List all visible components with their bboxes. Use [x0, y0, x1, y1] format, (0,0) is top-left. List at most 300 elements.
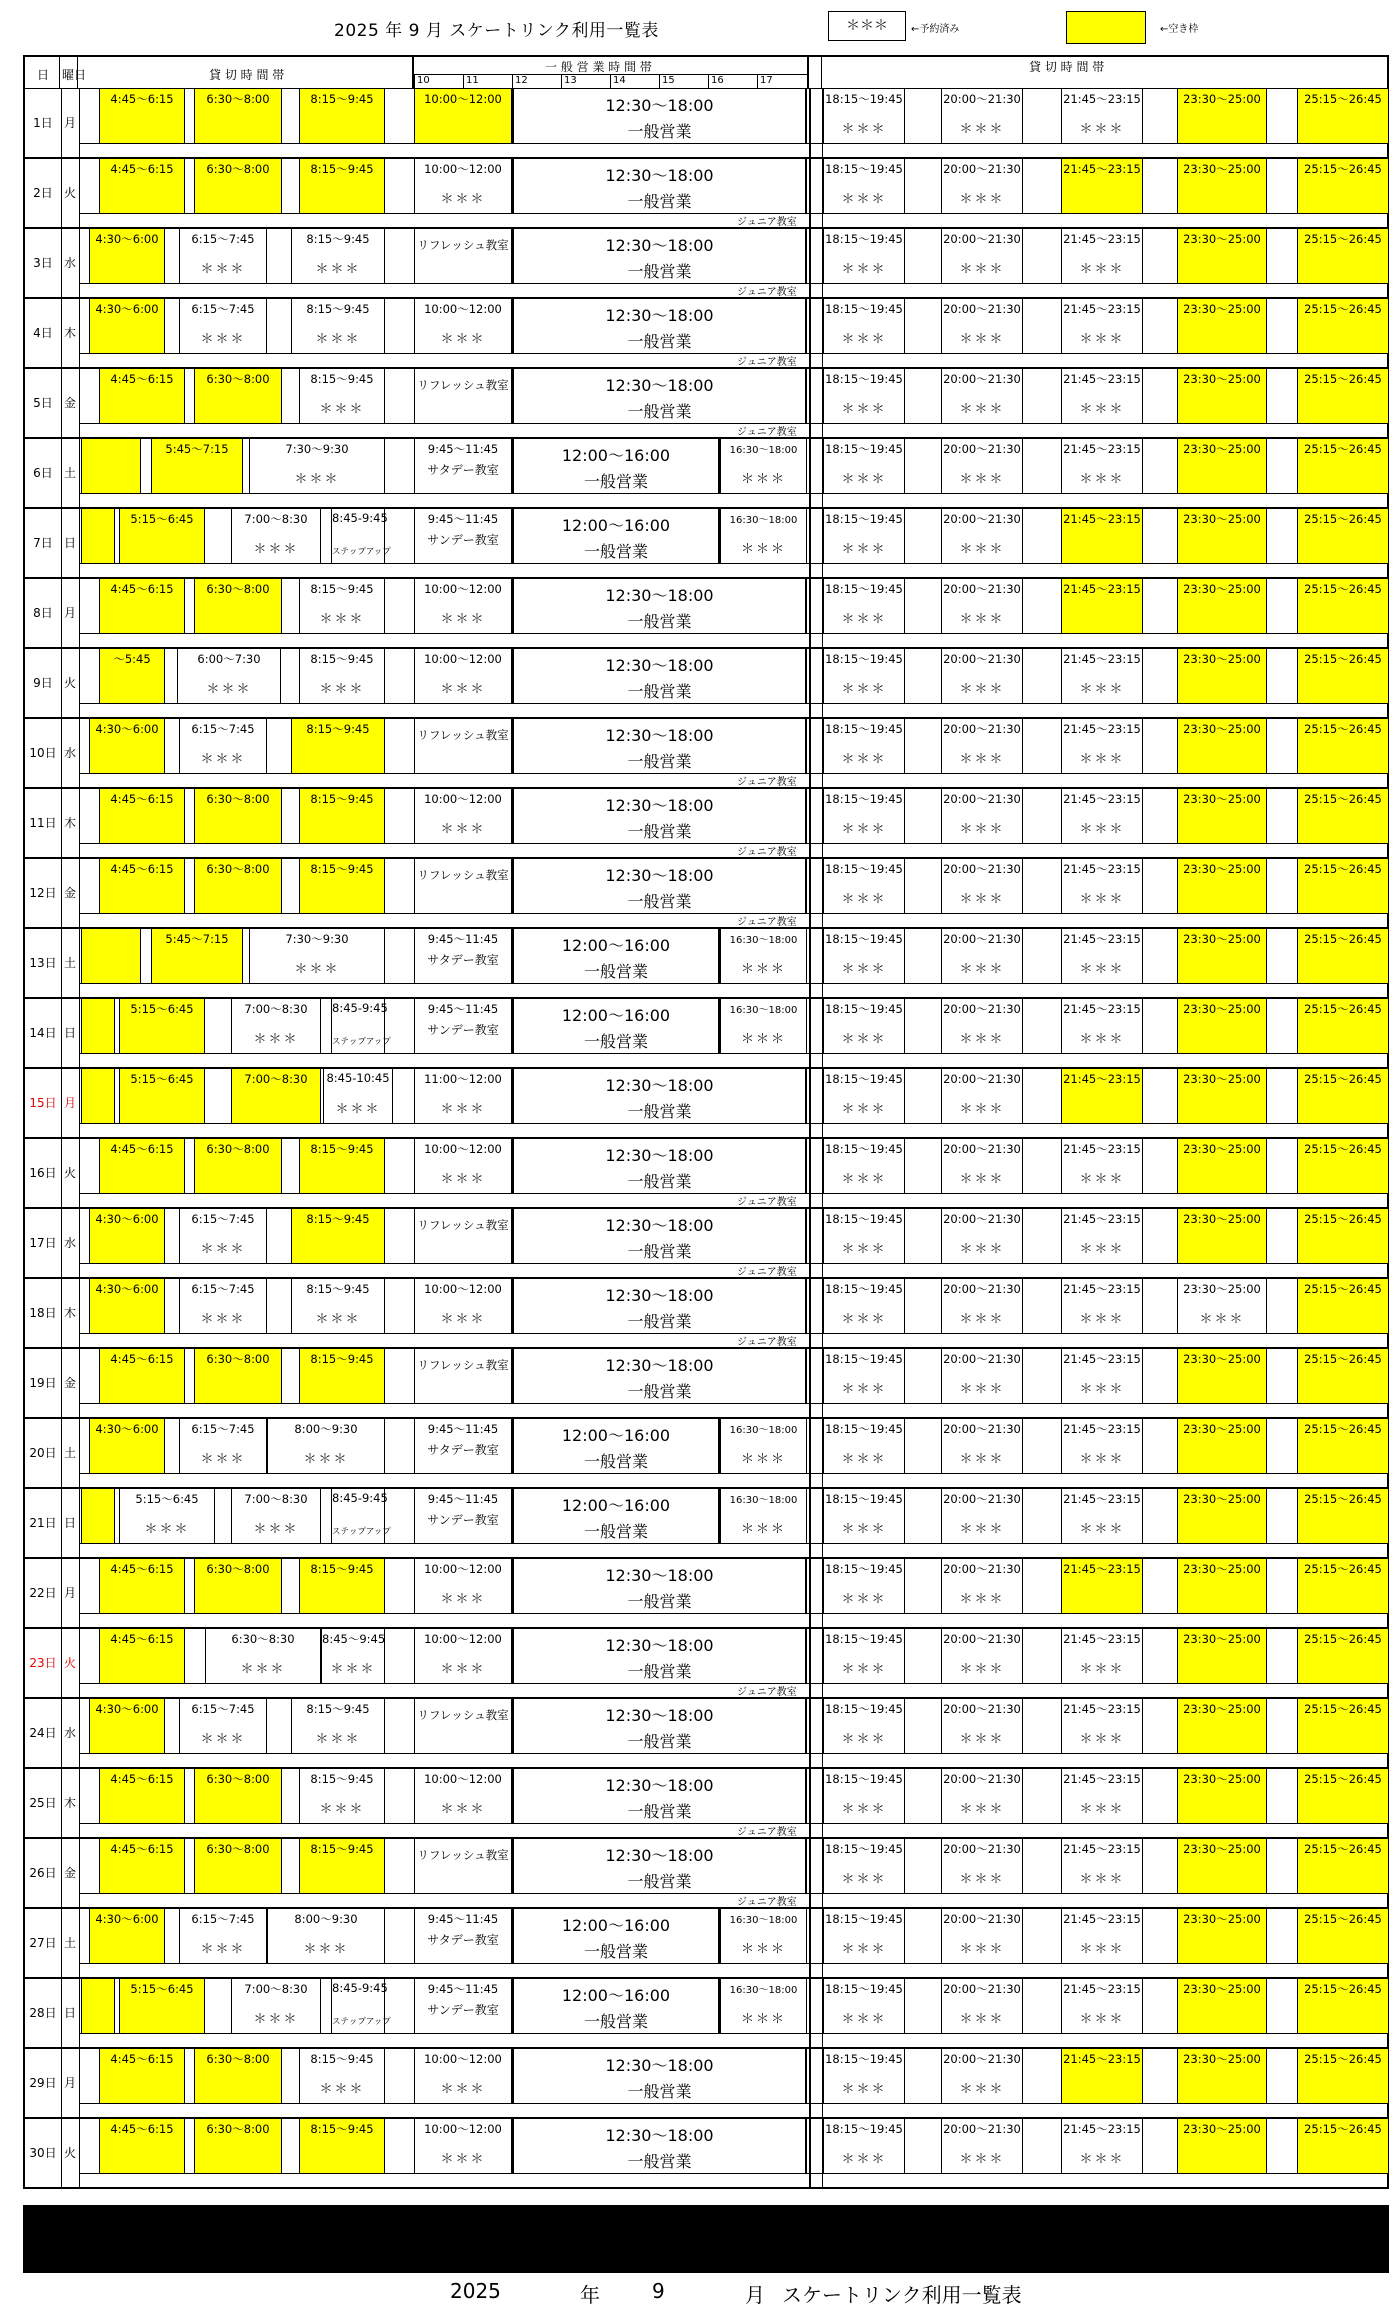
slot-time: 10:00～12:00 [424, 792, 502, 806]
general-session [512, 299, 807, 353]
rental-slot [941, 1139, 1023, 1193]
general-session [512, 229, 807, 283]
rental-slot [1297, 1489, 1389, 1543]
booked-mark: ＊＊＊ [319, 2082, 365, 2097]
slot-time: 18:15～19:45 [825, 1492, 903, 1506]
rental-slot [1177, 2119, 1267, 2173]
rental-slot [1061, 1489, 1143, 1543]
general-time: 12:30～18:00 [605, 376, 714, 395]
rental-slot [1297, 789, 1389, 843]
booked-mark: ＊＊＊ [959, 892, 1005, 907]
booked-mark: ＊＊＊ [841, 892, 887, 907]
booked-mark: ＊＊＊ [841, 2082, 887, 2097]
booked-mark: ＊＊＊ [740, 1032, 786, 1047]
general-label: 一般営業 [627, 1872, 692, 1891]
rental-slot [89, 1209, 165, 1263]
booked-mark: ＊＊＊ [959, 332, 1005, 347]
booked-mark: ＊＊＊ [841, 612, 887, 627]
slot-time: 18:15～19:45 [825, 2122, 903, 2136]
booked-mark: ＊＊＊ [740, 1452, 786, 1467]
rental-slot [941, 1489, 1023, 1543]
general-session [512, 579, 807, 633]
junior-class-note [25, 353, 1387, 366]
general-time: 12:00～16:00 [561, 1916, 671, 1935]
booked-mark: ＊＊＊ [1079, 1872, 1125, 1887]
slot-time: 7:30～9:30 [285, 442, 349, 456]
rental-slot [823, 2119, 905, 2173]
day-row [23, 1069, 1389, 1139]
slot-time: 8:15～9:45 [310, 372, 374, 386]
slot-time: 4:45～6:15 [110, 2122, 174, 2136]
general-session [512, 1209, 807, 1263]
rental-slot [1061, 579, 1143, 633]
slot-time: 8:15～9:45 [310, 92, 374, 106]
slot-time: 10:00～12:00 [424, 652, 502, 666]
schedule-rows [23, 89, 1389, 2189]
booked-mark: ＊＊＊ [1079, 1242, 1125, 1257]
booked-mark: ＊＊＊ [959, 122, 1005, 137]
slot-time: 25:15～26:45 [1304, 1492, 1382, 1506]
row-divider [79, 1053, 1387, 1054]
slot-time: 10:00～12:00 [424, 1282, 502, 1296]
day-row [23, 999, 1389, 1069]
slot-time: 21:45～23:15 [1063, 2052, 1141, 2066]
rental-slot [1061, 719, 1143, 773]
slot-note: ステップアップ [332, 2017, 391, 2027]
rental-slot [331, 999, 391, 1053]
booked-mark: ＊＊＊ [841, 682, 887, 697]
slot-time: 23:30～25:00 [1183, 862, 1261, 876]
day-row [23, 2119, 1389, 2189]
column-separator [809, 1909, 823, 1977]
class-label: リフレッシュ教室 [417, 728, 509, 742]
rental-slot [823, 1279, 905, 1333]
slot-time: 21:45～23:15 [1063, 1842, 1141, 1856]
slot-note: ステップアップ [332, 1527, 391, 1537]
rental-slot [267, 1419, 385, 1473]
booked-mark: ＊＊＊ [315, 1732, 361, 1747]
morning-slot [414, 789, 512, 843]
general-time: 12:30～18:00 [605, 1846, 714, 1865]
junior-class-label: ジュニア教室 [737, 287, 797, 298]
general-label: 一般営業 [627, 892, 692, 911]
leading-slot [81, 1489, 115, 1543]
slot-time: 18:15～19:45 [825, 722, 903, 736]
booked-mark: ＊＊＊ [959, 612, 1005, 627]
general-session [512, 1769, 807, 1823]
slot-time: 20:00～21:30 [943, 1982, 1021, 1996]
slot-time: 8:15～9:45 [310, 1772, 374, 1786]
rental-slot [99, 859, 185, 913]
slot-time: 23:30～25:00 [1183, 1772, 1261, 1786]
slot-time: 20:00～21:30 [943, 1632, 1021, 1646]
slot-time: 25:15～26:45 [1304, 582, 1382, 596]
rental-slot [823, 649, 905, 703]
rental-slot [119, 1489, 215, 1543]
slot-time: 21:45～23:15 [1063, 1772, 1141, 1786]
rental-slot [1061, 1629, 1143, 1683]
rental-slot [194, 89, 282, 143]
slot-time: 8:15～9:45 [310, 862, 374, 876]
rental-slot [299, 1349, 385, 1403]
leading-slot [81, 929, 141, 983]
weekday: 火 [61, 649, 80, 717]
slot-time: 4:45～6:15 [110, 1352, 174, 1366]
booked-mark: ＊＊＊ [253, 542, 299, 557]
slot-time: 11:00～12:00 [424, 1072, 502, 1086]
booked-mark: ＊＊＊ [253, 1522, 299, 1537]
rental-slot [823, 999, 905, 1053]
weekday: 金 [61, 1839, 80, 1907]
rental-slot [179, 1419, 267, 1473]
rental-slot [941, 1209, 1023, 1263]
row-divider [79, 143, 1387, 144]
slot-time: ～5:45 [113, 652, 151, 666]
rental-slot [1177, 439, 1267, 493]
slot-time: 25:15～26:45 [1304, 1632, 1382, 1646]
column-separator [809, 1489, 823, 1557]
junior-class-label: ジュニア教室 [737, 847, 797, 858]
day-number: 28日 [25, 1979, 62, 2047]
slot-time: 18:15～19:45 [825, 1772, 903, 1786]
slot-time: 4:45～6:15 [110, 1842, 174, 1856]
general-label: 一般営業 [627, 1662, 692, 1681]
booked-mark: ＊＊＊ [841, 1522, 887, 1537]
rental-slot [823, 369, 905, 423]
rental-slot [1061, 2119, 1143, 2173]
slot-time: 8:45～9:45 [322, 1632, 386, 1646]
rental-slot [1061, 1279, 1143, 1333]
day-number: 27日 [25, 1909, 62, 1977]
general-session [512, 1979, 720, 2033]
slot-time: 25:15～26:45 [1304, 792, 1382, 806]
slot-time: 20:00～21:30 [943, 652, 1021, 666]
weekday: 日 [61, 509, 80, 577]
slot-time: 21:45～23:15 [1063, 1492, 1141, 1506]
slot-time: 4:45～6:15 [110, 162, 174, 176]
slot-time: 4:30～6:00 [95, 302, 159, 316]
rental-slot [323, 1069, 393, 1123]
slot-time: 21:45～23:15 [1063, 582, 1141, 596]
rental-slot [299, 859, 385, 913]
rental-slot [231, 1979, 321, 2033]
rental-slot [941, 1559, 1023, 1613]
rental-slot [1297, 1419, 1389, 1473]
row-divider [79, 563, 1387, 564]
rental-slot [1177, 929, 1267, 983]
rental-slot [823, 1909, 905, 1963]
hour-label: 12 [515, 75, 528, 86]
rental-slot [1297, 929, 1389, 983]
general-session [512, 439, 720, 493]
rental-slot [941, 439, 1023, 493]
rental-slot [1177, 1629, 1267, 1683]
slot-time: 6:15～7:45 [191, 232, 255, 246]
general-time: 12:30～18:00 [605, 166, 714, 185]
slot-time: 20:00～21:30 [943, 1772, 1021, 1786]
booked-mark: ＊＊＊ [959, 1312, 1005, 1327]
column-separator [809, 929, 823, 997]
rental-slot [941, 1769, 1023, 1823]
general-label: 一般営業 [627, 122, 692, 141]
slot-time: 20:00～21:30 [943, 582, 1021, 596]
booked-mark: ＊＊＊ [959, 1732, 1005, 1747]
rental-slot [1297, 89, 1389, 143]
slot-time: 10:00～12:00 [424, 2122, 502, 2136]
slot-time: 18:15～19:45 [825, 1982, 903, 1996]
morning-slot [414, 1629, 512, 1683]
rental-slot [119, 509, 205, 563]
rental-slot [119, 1979, 205, 2033]
slot-time: 8:15～9:45 [310, 1352, 374, 1366]
rental-slot [1061, 1139, 1143, 1193]
rental-slot [823, 1139, 905, 1193]
class-label: リフレッシュ教室 [417, 238, 509, 252]
rental-slot [194, 859, 282, 913]
footer-black-bar [23, 2205, 1389, 2273]
rental-slot [331, 1979, 391, 2033]
afternoon-slot [720, 1419, 807, 1473]
rental-slot [1061, 1209, 1143, 1263]
rental-slot [89, 299, 165, 353]
weekday: 日 [61, 1489, 80, 1557]
header-rental-right: 貸 切 時 間 帯 [1029, 60, 1105, 74]
slot-time: 10:00～12:00 [424, 1142, 502, 1156]
booked-mark: ＊＊＊ [740, 1522, 786, 1537]
slot-time: 20:00～21:30 [943, 2122, 1021, 2136]
general-time: 12:30～18:00 [605, 1146, 714, 1165]
day-row [23, 649, 1389, 719]
class-label: リフレッシュ教室 [417, 1708, 509, 1722]
weekday: 水 [61, 719, 80, 787]
rental-slot [89, 719, 165, 773]
morning-slot [414, 2049, 512, 2103]
rental-slot [299, 1769, 385, 1823]
rental-slot [194, 1139, 282, 1193]
rental-slot [1061, 439, 1143, 493]
junior-class-note [25, 1263, 1387, 1276]
slot-time: 21:45～23:15 [1063, 372, 1141, 386]
rental-slot [1061, 509, 1143, 563]
junior-class-note [25, 913, 1387, 926]
booked-mark: ＊＊＊ [841, 1312, 887, 1327]
slot-time: 4:45～6:15 [110, 582, 174, 596]
schedule-header [23, 55, 1389, 89]
general-time: 12:00～16:00 [561, 1986, 671, 2005]
morning-slot [414, 369, 512, 423]
rental-slot [941, 999, 1023, 1053]
slot-time: 23:30～25:00 [1183, 582, 1261, 596]
booked-mark: ＊＊＊ [440, 612, 486, 627]
column-separator [809, 1699, 823, 1767]
slot-time: 16:30～18:00 [729, 1495, 798, 1506]
day-number: 7日 [25, 509, 62, 577]
general-session [512, 719, 807, 773]
rental-slot [179, 1209, 267, 1263]
slot-time: 20:00～21:30 [943, 92, 1021, 106]
row-divider [79, 493, 1387, 494]
slot-time: 6:30～8:00 [206, 1772, 270, 1786]
morning-slot [414, 1769, 512, 1823]
rental-slot [291, 1279, 385, 1333]
header-general: 一 般 営 業 時 間 帯 [545, 60, 652, 74]
rental-slot [941, 1839, 1023, 1893]
general-time: 12:30～18:00 [605, 96, 714, 115]
junior-class-label: ジュニア教室 [737, 357, 797, 368]
general-time: 12:00～16:00 [561, 1006, 671, 1025]
booked-mark: ＊＊＊ [1079, 1172, 1125, 1187]
day-row [23, 1209, 1389, 1279]
rental-slot [1061, 1839, 1143, 1893]
slot-time: 7:00～8:30 [244, 1982, 308, 1996]
rental-slot [1177, 1839, 1267, 1893]
general-session [512, 1559, 807, 1613]
booked-mark: ＊＊＊ [959, 1942, 1005, 1957]
rental-slot [99, 1139, 185, 1193]
morning-slot [414, 859, 512, 913]
rental-slot [299, 649, 385, 703]
booked-mark: ＊＊＊ [200, 1732, 246, 1747]
rental-slot [1297, 509, 1389, 563]
slot-time: 4:30～6:00 [95, 722, 159, 736]
rental-slot [1177, 1769, 1267, 1823]
rental-slot [99, 2119, 185, 2173]
general-time: 12:00～16:00 [561, 1426, 671, 1445]
slot-time: 18:15～19:45 [825, 1282, 903, 1296]
slot-time: 6:30～8:00 [206, 372, 270, 386]
class-label: サタデー教室 [427, 1933, 499, 1947]
slot-time: 25:15～26:45 [1304, 1562, 1382, 1576]
weekday: 月 [61, 1069, 80, 1137]
rental-slot [99, 579, 185, 633]
booked-mark: ＊＊＊ [1079, 262, 1125, 277]
slot-time: 18:15～19:45 [825, 232, 903, 246]
row-divider [79, 2103, 1387, 2104]
day-row [23, 929, 1389, 999]
slot-time: 25:15～26:45 [1304, 372, 1382, 386]
slot-time: 21:45～23:15 [1063, 232, 1141, 246]
general-time: 12:30～18:00 [605, 726, 714, 745]
day-number: 8日 [25, 579, 62, 647]
rental-slot [179, 299, 267, 353]
hour-tick [659, 74, 660, 88]
rental-slot [89, 229, 165, 283]
booked-mark: ＊＊＊ [959, 1452, 1005, 1467]
general-time: 12:00～16:00 [561, 1496, 671, 1515]
slot-time: 25:15～26:45 [1304, 1842, 1382, 1856]
general-time: 12:30～18:00 [605, 1636, 714, 1655]
weekday: 木 [61, 1279, 80, 1347]
morning-slot [414, 299, 512, 353]
slot-time: 4:30～6:00 [95, 1912, 159, 1926]
rental-slot [823, 509, 905, 563]
slot-time: 6:30～8:30 [231, 1632, 295, 1646]
rental-slot [1061, 229, 1143, 283]
slot-time: 21:45～23:15 [1063, 1002, 1141, 1016]
slot-time: 4:45～6:15 [110, 1562, 174, 1576]
slot-time: 8:15～9:45 [306, 1702, 370, 1716]
general-session [512, 1909, 720, 1963]
booked-mark: ＊＊＊ [959, 1662, 1005, 1677]
morning-slot [414, 1909, 512, 1963]
slot-time: 18:15～19:45 [825, 1212, 903, 1226]
slot-time: 8:45-9:45 [332, 1981, 388, 1995]
booked-mark: ＊＊＊ [440, 332, 486, 347]
slot-time: 6:30～8:00 [206, 2122, 270, 2136]
general-label: 一般営業 [627, 1382, 692, 1401]
booked-mark: ＊＊＊ [319, 1802, 365, 1817]
slot-time: 6:30～8:00 [206, 862, 270, 876]
rental-slot [1061, 1769, 1143, 1823]
legend-booked-label: ←予約済み [911, 24, 960, 35]
booked-mark: ＊＊＊ [959, 1172, 1005, 1187]
booked-mark: ＊＊＊ [1079, 1732, 1125, 1747]
weekday: 日 [61, 1979, 80, 2047]
booked-mark: ＊＊＊ [294, 472, 340, 487]
slot-time: 10:00～12:00 [424, 1772, 502, 1786]
slot-time: 5:15～6:45 [130, 512, 194, 526]
slot-time: 23:30～25:00 [1183, 372, 1261, 386]
slot-time: 4:45～6:15 [110, 372, 174, 386]
junior-class-label: ジュニア教室 [737, 1197, 797, 1208]
morning-slot [414, 999, 512, 1053]
slot-time: 23:30～25:00 [1183, 2122, 1261, 2136]
day-row [23, 1769, 1389, 1839]
general-session [512, 2049, 807, 2103]
hour-label: 11 [466, 75, 479, 86]
booked-mark: ＊＊＊ [841, 752, 887, 767]
weekday: 木 [61, 789, 80, 857]
rental-slot [941, 2119, 1023, 2173]
general-session [512, 1349, 807, 1403]
day-number: 19日 [25, 1349, 62, 1417]
leading-slot [81, 999, 115, 1053]
slot-time: 25:15～26:45 [1304, 2052, 1382, 2066]
booked-mark: ＊＊＊ [1079, 752, 1125, 767]
general-session [512, 859, 807, 913]
rental-slot [1177, 1979, 1267, 2033]
slot-time: 6:15～7:45 [191, 722, 255, 736]
slot-time: 25:15～26:45 [1304, 302, 1382, 316]
rental-slot [1177, 2049, 1267, 2103]
rental-slot [1177, 1279, 1267, 1333]
rental-slot [1061, 1559, 1143, 1613]
slot-time: 23:30～25:00 [1183, 1002, 1261, 1016]
slot-time: 7:00～8:30 [244, 1002, 308, 1016]
general-time: 12:00～16:00 [561, 446, 671, 465]
slot-time: 25:15～26:45 [1304, 1422, 1382, 1436]
rental-slot [1061, 1419, 1143, 1473]
day-number: 21日 [25, 1489, 62, 1557]
day-number: 3日 [25, 229, 62, 297]
rental-slot [1297, 1769, 1389, 1823]
booked-mark: ＊＊＊ [959, 1382, 1005, 1397]
slot-time: 9:45～11:45 [427, 1492, 499, 1506]
rental-slot [1297, 1069, 1389, 1123]
booked-mark: ＊＊＊ [330, 1662, 376, 1677]
class-label: リフレッシュ教室 [417, 1218, 509, 1232]
slot-time: 18:15～19:45 [825, 652, 903, 666]
rental-slot [1297, 999, 1389, 1053]
booked-mark: ＊＊＊ [240, 1662, 286, 1677]
class-label: リフレッシュ教室 [417, 1358, 509, 1372]
general-session [512, 159, 807, 213]
rental-slot [291, 1209, 385, 1263]
class-label: サンデー教室 [427, 2003, 499, 2017]
rental-slot [89, 1699, 165, 1753]
rental-slot [99, 1769, 185, 1823]
slot-time: 25:15～26:45 [1304, 1772, 1382, 1786]
